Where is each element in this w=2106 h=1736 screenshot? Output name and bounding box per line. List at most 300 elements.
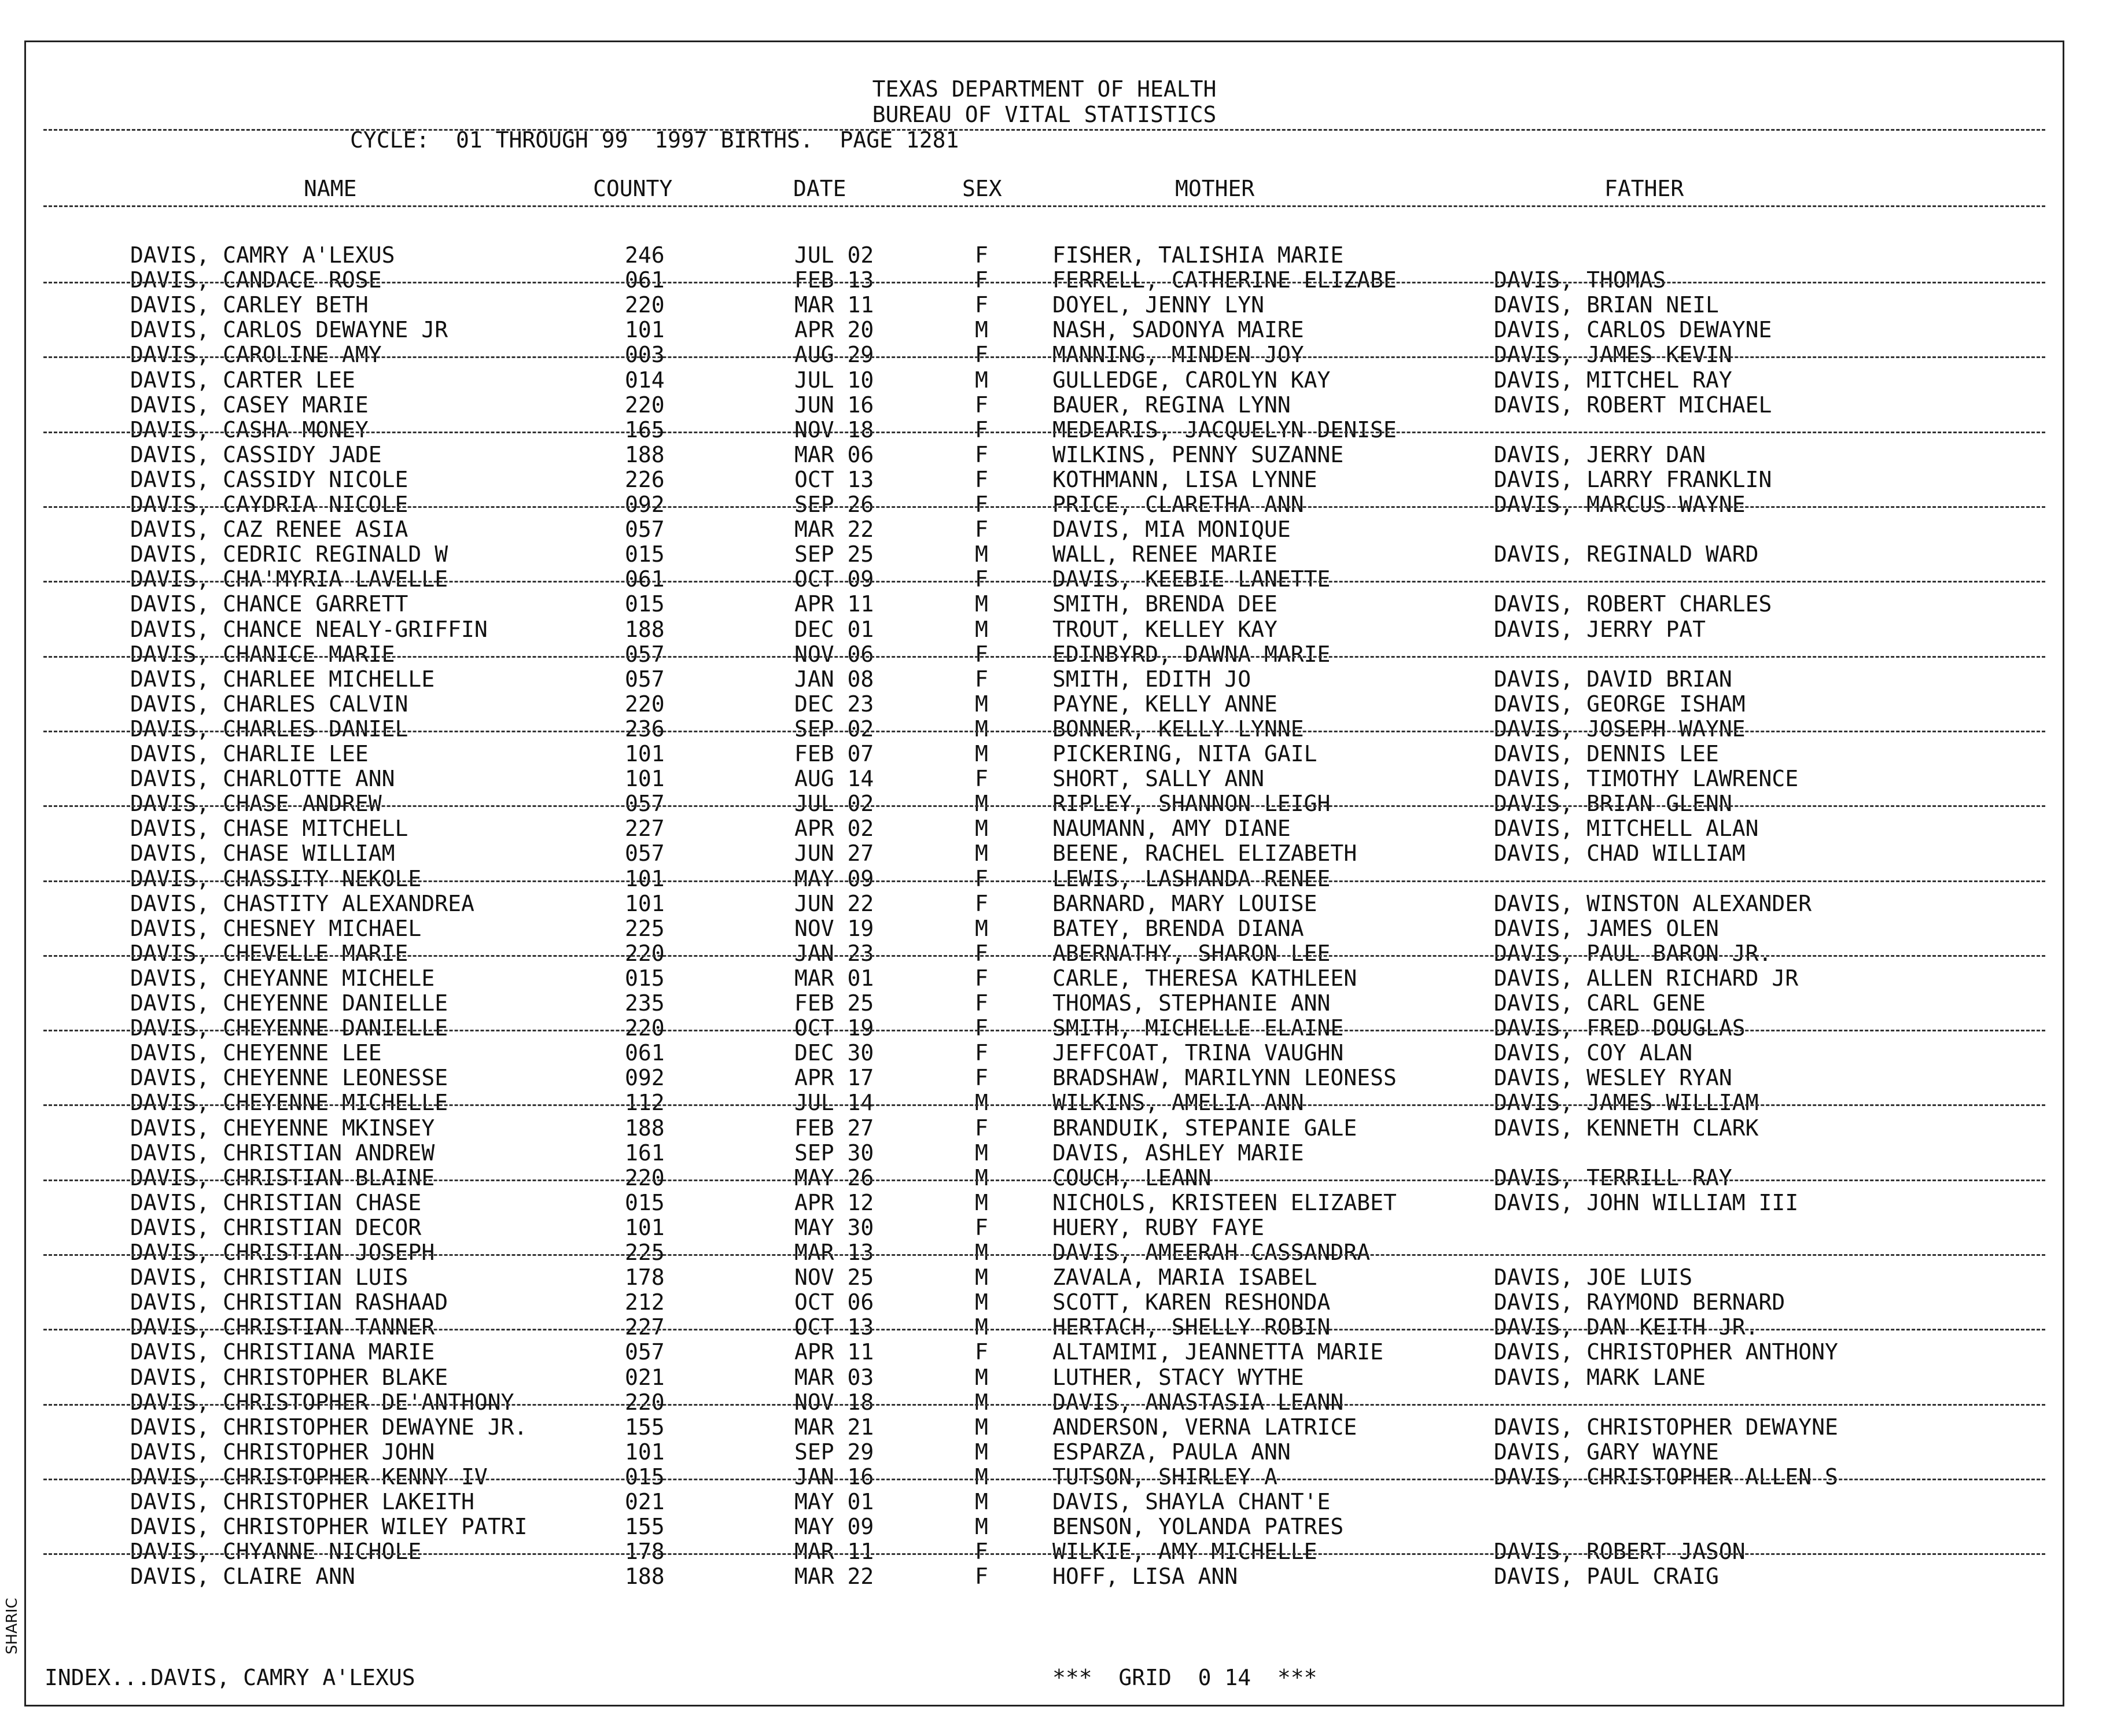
- cell-date: APR 12: [794, 1189, 874, 1215]
- cell-date: MAR 11: [794, 1539, 874, 1565]
- cell-father: DAVIS, DENNIS LEE: [1494, 741, 1719, 766]
- record-row: [26, 1016, 2063, 1040]
- cell-name: DAVIS, CHRISTOPHER WILEY PATRI: [130, 1514, 528, 1540]
- cell-father: DAVIS, DAVID BRIAN: [1494, 666, 1732, 692]
- cell-sex: F: [975, 666, 988, 692]
- cell-name: DAVIS, CHEYANNE MICHELE: [130, 965, 435, 991]
- cell-sex: M: [975, 1240, 988, 1265]
- cell-father: DAVIS, DAN KEITH JR.: [1494, 1314, 1759, 1340]
- column-header-father: FATHER: [1604, 176, 1684, 201]
- record-row: [26, 1539, 2063, 1564]
- cell-county: 092: [625, 1065, 665, 1091]
- cell-name: DAVIS, CASSIDY NICOLE: [130, 466, 408, 492]
- cell-date: MAY 30: [794, 1214, 874, 1240]
- cell-county: 178: [625, 1539, 665, 1565]
- cell-father: DAVIS, JAMES KEVIN: [1494, 342, 1732, 368]
- record-row: [26, 1240, 2063, 1265]
- row-divider: [43, 1479, 2045, 1480]
- cell-mother: HUERY, RUBY FAYE: [1052, 1214, 1265, 1240]
- cell-county: 188: [625, 1115, 665, 1141]
- cell-county: 236: [625, 716, 665, 742]
- cell-name: DAVIS, CHRISTIAN LUIS: [130, 1265, 408, 1291]
- cell-date: JAN 23: [794, 940, 874, 966]
- cell-mother: ABERNATHY, SHARON LEE: [1052, 940, 1331, 966]
- grid-label: *** GRID 0 14 ***: [1052, 1665, 1317, 1690]
- cell-date: APR 11: [794, 591, 874, 617]
- cell-sex: M: [975, 741, 988, 766]
- cell-father: DAVIS, TERRILL RAY: [1494, 1164, 1732, 1190]
- record-row: [26, 318, 2063, 342]
- cell-father: DAVIS, CARLOS DEWAYNE: [1494, 317, 1772, 343]
- cell-date: AUG 29: [794, 342, 874, 368]
- cell-mother: LEWIS, LASHANDA RENEE: [1052, 865, 1331, 891]
- cell-date: NOV 18: [794, 1389, 874, 1415]
- cell-father: DAVIS, JERRY DAN: [1494, 441, 1706, 467]
- cell-name: DAVIS, CHANCE NEALY-GRIFFIN: [130, 616, 488, 642]
- cell-date: JAN 16: [794, 1464, 874, 1490]
- cell-sex: F: [975, 566, 988, 592]
- record-row: [26, 916, 2063, 941]
- cell-father: DAVIS, CHRISTOPHER ANTHONY: [1494, 1339, 1838, 1365]
- cell-sex: M: [975, 1314, 988, 1340]
- record-row: [26, 443, 2063, 467]
- record-row: [26, 1514, 2063, 1539]
- cell-date: FEB 25: [794, 990, 874, 1016]
- cell-date: JUN 16: [794, 392, 874, 418]
- record-row: [26, 1166, 2063, 1190]
- cell-county: 101: [625, 741, 665, 766]
- cell-county: 061: [625, 267, 665, 293]
- cell-date: MAY 26: [794, 1164, 874, 1190]
- cell-mother: SMITH, EDITH JO: [1052, 666, 1251, 692]
- cell-father: DAVIS, ROBERT JASON: [1494, 1539, 1746, 1565]
- cell-county: 101: [625, 865, 665, 891]
- cell-father: DAVIS, JOSEPH WAYNE: [1494, 716, 1746, 742]
- cell-name: DAVIS, CHRISTIAN TANNER: [130, 1314, 435, 1340]
- record-row: [26, 243, 2063, 267]
- cell-father: DAVIS, MITCHELL ALAN: [1494, 816, 1759, 842]
- cell-sex: M: [975, 1489, 988, 1514]
- cell-date: DEC 01: [794, 616, 874, 642]
- cell-name: DAVIS, CHRISTIANA MARIE: [130, 1339, 435, 1365]
- cell-father: DAVIS, ROBERT MICHAEL: [1494, 392, 1772, 418]
- cell-mother: ANDERSON, VERNA LATRICE: [1052, 1414, 1357, 1440]
- cell-sex: F: [975, 342, 988, 368]
- cell-sex: F: [975, 267, 988, 293]
- row-divider: [43, 1180, 2045, 1181]
- cell-name: DAVIS, CHRISTIAN JOSEPH: [130, 1240, 435, 1265]
- cell-date: SEP 02: [794, 716, 874, 742]
- cell-county: 101: [625, 1214, 665, 1240]
- record-row: [26, 368, 2063, 392]
- records-list: [26, 42, 2063, 1705]
- cell-name: DAVIS, CAYDRIA NICOLE: [130, 492, 408, 517]
- cell-name: DAVIS, CARTER LEE: [130, 367, 355, 393]
- record-row: [26, 1116, 2063, 1140]
- cell-name: DAVIS, CAMRY A'LEXUS: [130, 242, 395, 268]
- cell-name: DAVIS, CLAIRE ANN: [130, 1564, 355, 1590]
- cell-date: NOV 18: [794, 417, 874, 443]
- cell-name: DAVIS, CHASTITY ALEXANDREA: [130, 890, 474, 916]
- cell-mother: KOTHMANN, LISA LYNNE: [1052, 466, 1317, 492]
- cell-father: DAVIS, WESLEY RYAN: [1494, 1065, 1732, 1091]
- cell-date: OCT 06: [794, 1289, 874, 1315]
- cell-sex: F: [975, 392, 988, 418]
- cell-sex: F: [975, 466, 988, 492]
- cell-father: DAVIS, JOHN WILLIAM III: [1494, 1189, 1799, 1215]
- cell-sex: F: [975, 417, 988, 443]
- cell-mother: NAUMANN, AMY DIANE: [1052, 816, 1291, 842]
- cell-father: DAVIS, LARRY FRANKLIN: [1494, 466, 1772, 492]
- cell-mother: FISHER, TALISHIA MARIE: [1052, 242, 1344, 268]
- cell-mother: GULLEDGE, CAROLYN KAY: [1052, 367, 1331, 393]
- column-header-mother: MOTHER: [1175, 176, 1255, 201]
- cell-mother: ZAVALA, MARIA ISABEL: [1052, 1265, 1317, 1291]
- row-divider: [43, 432, 2045, 433]
- cell-sex: F: [975, 1065, 988, 1091]
- cell-county: 015: [625, 1464, 665, 1490]
- cell-date: MAR 01: [794, 965, 874, 991]
- cell-name: DAVIS, CHEYENNE DANIELLE: [130, 990, 448, 1016]
- cell-date: JUL 02: [794, 791, 874, 817]
- cell-county: 212: [625, 1289, 665, 1315]
- row-divider: [43, 356, 2045, 358]
- cell-sex: M: [975, 1090, 988, 1116]
- record-row: [26, 667, 2063, 691]
- record-row: [26, 1415, 2063, 1439]
- agency-title: TEXAS DEPARTMENT OF HEALTH: [872, 76, 1217, 102]
- cell-sex: F: [975, 1539, 988, 1565]
- cell-father: DAVIS, CARL GENE: [1494, 990, 1706, 1016]
- cell-county: 101: [625, 890, 665, 916]
- cell-father: DAVIS, WINSTON ALEXANDER: [1494, 890, 1812, 916]
- record-row: [26, 567, 2063, 591]
- cell-date: MAY 01: [794, 1489, 874, 1514]
- cell-name: DAVIS, CASSIDY JADE: [130, 441, 382, 467]
- cell-name: DAVIS, CASHA MONEY: [130, 417, 369, 443]
- cell-mother: NICHOLS, KRISTEEN ELIZABET: [1052, 1189, 1397, 1215]
- cell-date: NOV 25: [794, 1265, 874, 1291]
- cell-name: DAVIS, CARLEY BETH: [130, 292, 369, 318]
- cell-mother: HERTACH, SHELLY ROBIN: [1052, 1314, 1331, 1340]
- cell-sex: M: [975, 1389, 988, 1415]
- cell-sex: F: [975, 890, 988, 916]
- cell-name: DAVIS, CHEVELLE MARIE: [130, 940, 408, 966]
- cell-mother: PRICE, CLARETHA ANN: [1052, 492, 1304, 517]
- cell-mother: MANNING, MINDEN JOY: [1052, 342, 1304, 368]
- column-header-name: NAME: [304, 176, 357, 201]
- cell-county: 015: [625, 965, 665, 991]
- record-row: [26, 692, 2063, 716]
- cell-name: DAVIS, CEDRIC REGINALD W: [130, 541, 448, 567]
- cell-father: DAVIS, JAMES OLEN: [1494, 915, 1719, 941]
- cell-father: DAVIS, REGINALD WARD: [1494, 541, 1759, 567]
- cell-mother: DAVIS, AMEERAH CASSANDRA: [1052, 1240, 1371, 1265]
- cell-name: DAVIS, CHARLOTTE ANN: [130, 766, 395, 792]
- record-row: [26, 418, 2063, 442]
- record-row: [26, 492, 2063, 517]
- cell-mother: BATEY, BRENDA DIANA: [1052, 915, 1304, 941]
- cell-sex: F: [975, 441, 988, 467]
- cell-father: DAVIS, CHAD WILLIAM: [1494, 841, 1746, 867]
- cell-sex: M: [975, 716, 988, 742]
- record-row: [26, 766, 2063, 791]
- cell-county: 015: [625, 1189, 665, 1215]
- cell-county: 014: [625, 367, 665, 393]
- cell-mother: SHORT, SALLY ANN: [1052, 766, 1265, 792]
- cell-sex: M: [975, 1439, 988, 1465]
- cell-mother: CARLE, THERESA KATHLEEN: [1052, 965, 1357, 991]
- cell-mother: EDINBYRD, DAWNA MARIE: [1052, 641, 1331, 667]
- cell-sex: F: [975, 1040, 988, 1066]
- cell-father: DAVIS, ROBERT CHARLES: [1494, 591, 1772, 617]
- cell-date: OCT 19: [794, 1015, 874, 1041]
- cell-county: 057: [625, 517, 665, 543]
- record-row: [26, 717, 2063, 741]
- cell-mother: MEDEARIS, JACQUELYN DENISE: [1052, 417, 1397, 443]
- record-row: [26, 393, 2063, 417]
- cell-mother: PAYNE, KELLY ANNE: [1052, 691, 1277, 717]
- cell-date: OCT 13: [794, 466, 874, 492]
- row-divider: [43, 581, 2045, 583]
- row-divider: [43, 731, 2045, 732]
- cell-county: 112: [625, 1090, 665, 1116]
- cell-name: DAVIS, CHANICE MARIE: [130, 641, 395, 667]
- record-row: [26, 791, 2063, 816]
- cell-date: APR 02: [794, 816, 874, 842]
- row-divider: [43, 1104, 2045, 1106]
- cell-county: 227: [625, 1314, 665, 1340]
- cell-sex: M: [975, 1140, 988, 1166]
- cell-name: DAVIS, CHRISTOPHER BLAKE: [130, 1364, 448, 1390]
- cell-name: DAVIS, CHEYENNE MICHELLE: [130, 1090, 448, 1116]
- record-row: [26, 1215, 2063, 1240]
- cell-sex: F: [975, 242, 988, 268]
- cell-name: DAVIS, CHARLES DANIEL: [130, 716, 408, 742]
- record-row: [26, 1564, 2063, 1588]
- cell-date: JUL 02: [794, 242, 874, 268]
- row-divider: [43, 1404, 2045, 1406]
- cell-county: 226: [625, 466, 665, 492]
- cell-date: APR 20: [794, 317, 874, 343]
- cell-mother: BONNER, KELLY LYNNE: [1052, 716, 1304, 742]
- cell-sex: M: [975, 1514, 988, 1540]
- cell-county: 057: [625, 641, 665, 667]
- cycle-line: CYCLE: 01 THROUGH 99 1997 BIRTHS. PAGE 1281: [350, 127, 959, 153]
- cell-father: DAVIS, COY ALAN: [1494, 1040, 1693, 1066]
- cell-name: DAVIS, CHRISTOPHER LAKEITH: [130, 1489, 474, 1514]
- record-row: [26, 991, 2063, 1015]
- cell-father: DAVIS, JOE LUIS: [1494, 1265, 1693, 1291]
- row-divider: [43, 1329, 2045, 1330]
- cell-sex: F: [975, 641, 988, 667]
- record-row: [26, 1190, 2063, 1215]
- cell-county: 188: [625, 616, 665, 642]
- cell-name: DAVIS, CHASE ANDREW: [130, 791, 382, 817]
- cell-sex: M: [975, 1189, 988, 1215]
- record-row: [26, 1440, 2063, 1464]
- cell-father: DAVIS, CHRISTOPHER ALLEN S: [1494, 1464, 1838, 1490]
- cell-father: DAVIS, THOMAS: [1494, 267, 1666, 293]
- cell-county: 057: [625, 1339, 665, 1365]
- cell-father: DAVIS, MITCHEL RAY: [1494, 367, 1732, 393]
- cell-county: 225: [625, 915, 665, 941]
- cell-father: DAVIS, MARCUS WAYNE: [1494, 492, 1746, 517]
- cell-mother: WILKINS, AMELIA ANN: [1052, 1090, 1304, 1116]
- cell-sex: F: [975, 1115, 988, 1141]
- cell-father: DAVIS, BRIAN GLENN: [1494, 791, 1732, 817]
- cell-mother: RIPLEY, SHANNON LEIGH: [1052, 791, 1331, 817]
- record-row: [26, 1141, 2063, 1165]
- cell-county: 220: [625, 1164, 665, 1190]
- column-header-sex: SEX: [962, 176, 1002, 201]
- cell-date: SEP 29: [794, 1439, 874, 1465]
- cell-name: DAVIS, CHASE WILLIAM: [130, 841, 395, 867]
- cell-sex: M: [975, 816, 988, 842]
- cell-county: 188: [625, 441, 665, 467]
- cell-date: NOV 19: [794, 915, 874, 941]
- cell-county: 246: [625, 242, 665, 268]
- cell-sex: F: [975, 1214, 988, 1240]
- record-row: [26, 342, 2063, 367]
- row-divider: [43, 506, 2045, 508]
- cell-name: DAVIS, CANDACE ROSE: [130, 267, 382, 293]
- record-row: [26, 1090, 2063, 1115]
- cell-mother: JEFFCOAT, TRINA VAUGHN: [1052, 1040, 1344, 1066]
- cell-father: DAVIS, GEORGE ISHAM: [1494, 691, 1746, 717]
- cell-county: 101: [625, 317, 665, 343]
- cell-name: DAVIS, CHARLIE LEE: [130, 741, 369, 766]
- cell-county: 235: [625, 990, 665, 1016]
- cell-county: 101: [625, 766, 665, 792]
- cell-name: DAVIS, CHEYENNE MKINSEY: [130, 1115, 435, 1141]
- row-divider: [43, 1254, 2045, 1256]
- cell-county: 061: [625, 566, 665, 592]
- record-row: [26, 293, 2063, 317]
- index-label: INDEX...DAVIS, CAMRY A'LEXUS: [45, 1665, 415, 1690]
- cell-county: 015: [625, 591, 665, 617]
- cell-name: DAVIS, CHYANNE NICHOLE: [130, 1539, 422, 1565]
- cell-sex: F: [975, 1564, 988, 1590]
- cell-mother: COUCH, LEANN: [1052, 1164, 1212, 1190]
- cell-sex: M: [975, 616, 988, 642]
- cell-sex: M: [975, 1464, 988, 1490]
- cell-name: DAVIS, CAZ RENEE ASIA: [130, 517, 408, 543]
- cell-county: 220: [625, 292, 665, 318]
- record-row: [26, 891, 2063, 916]
- cell-mother: DAVIS, SHAYLA CHANT'E: [1052, 1489, 1331, 1514]
- cell-date: APR 17: [794, 1065, 874, 1091]
- cell-mother: WILKINS, PENNY SUZANNE: [1052, 441, 1344, 467]
- record-row: [26, 742, 2063, 766]
- cell-county: 021: [625, 1489, 665, 1514]
- record-row: [26, 1340, 2063, 1364]
- cell-name: DAVIS, CHRISTOPHER DEWAYNE JR.: [130, 1414, 528, 1440]
- cell-name: DAVIS, CHRISTOPHER KENNY IV: [130, 1464, 488, 1490]
- document-frame: [24, 40, 2064, 1706]
- cell-mother: BENSON, YOLANDA PATRES: [1052, 1514, 1344, 1540]
- cell-date: JUL 10: [794, 367, 874, 393]
- record-row: [26, 542, 2063, 566]
- cell-date: SEP 26: [794, 492, 874, 517]
- record-row: [26, 1490, 2063, 1514]
- cell-county: 165: [625, 417, 665, 443]
- cell-date: OCT 09: [794, 566, 874, 592]
- cell-father: DAVIS, PAUL BARON JR.: [1494, 940, 1772, 966]
- cell-father: DAVIS, RAYMOND BERNARD: [1494, 1289, 1785, 1315]
- cell-sex: M: [975, 1164, 988, 1190]
- record-row: [26, 1365, 2063, 1389]
- cell-name: DAVIS, CAROLINE AMY: [130, 342, 382, 368]
- cell-sex: F: [975, 990, 988, 1016]
- record-row: [26, 617, 2063, 642]
- cell-sex: M: [975, 1364, 988, 1390]
- cell-name: DAVIS, CHANCE GARRETT: [130, 591, 408, 617]
- cell-sex: M: [975, 591, 988, 617]
- cell-sex: M: [975, 791, 988, 817]
- cell-mother: BRADSHAW, MARILYNN LEONESS: [1052, 1065, 1397, 1091]
- cell-mother: BEENE, RACHEL ELIZABETH: [1052, 841, 1357, 867]
- record-row: [26, 841, 2063, 865]
- cell-mother: BRANDUIK, STEPANIE GALE: [1052, 1115, 1357, 1141]
- cell-sex: F: [975, 517, 988, 543]
- record-row: [26, 1465, 2063, 1489]
- row-divider: [43, 805, 2045, 807]
- cell-mother: DOYEL, JENNY LYN: [1052, 292, 1265, 318]
- cell-date: OCT 13: [794, 1314, 874, 1340]
- cell-county: 188: [625, 1564, 665, 1590]
- cell-mother: NASH, SADONYA MAIRE: [1052, 317, 1304, 343]
- cell-date: JUN 27: [794, 841, 874, 867]
- record-row: [26, 517, 2063, 541]
- cell-sex: F: [975, 1015, 988, 1041]
- cell-date: AUG 14: [794, 766, 874, 792]
- cell-mother: SCOTT, KAREN RESHONDA: [1052, 1289, 1331, 1315]
- cell-mother: WILKIE, AMY MICHELLE: [1052, 1539, 1317, 1565]
- cell-mother: THOMAS, STEPHANIE ANN: [1052, 990, 1331, 1016]
- cell-sex: F: [975, 292, 988, 318]
- cell-date: SEP 30: [794, 1140, 874, 1166]
- cell-county: 101: [625, 1439, 665, 1465]
- bureau-title: BUREAU OF VITAL STATISTICS: [872, 102, 1217, 127]
- record-row: [26, 1315, 2063, 1339]
- cell-sex: M: [975, 367, 988, 393]
- cell-father: DAVIS, JAMES WILLIAM: [1494, 1090, 1759, 1116]
- cell-mother: ESPARZA, PAULA ANN: [1052, 1439, 1291, 1465]
- cell-date: FEB 13: [794, 267, 874, 293]
- cell-date: MAR 22: [794, 517, 874, 543]
- cell-name: DAVIS, CASEY MARIE: [130, 392, 369, 418]
- record-row: [26, 1265, 2063, 1289]
- cell-date: MAY 09: [794, 865, 874, 891]
- cell-date: SEP 25: [794, 541, 874, 567]
- cell-county: 178: [625, 1265, 665, 1291]
- cell-date: MAR 06: [794, 441, 874, 467]
- cell-county: 021: [625, 1364, 665, 1390]
- cell-sex: F: [975, 965, 988, 991]
- cell-name: DAVIS, CHEYENNE DANIELLE: [130, 1015, 448, 1041]
- row-divider: [43, 282, 2045, 283]
- cell-county: 155: [625, 1514, 665, 1540]
- cell-name: DAVIS, CHRISTOPHER JOHN: [130, 1439, 435, 1465]
- cell-father: DAVIS, TIMOTHY LAWRENCE: [1494, 766, 1799, 792]
- row-divider: [43, 955, 2045, 957]
- cell-date: MAR 13: [794, 1240, 874, 1265]
- cell-name: DAVIS, CHEYENNE LEONESSE: [130, 1065, 448, 1091]
- cell-date: JUN 22: [794, 890, 874, 916]
- cell-county: 061: [625, 1040, 665, 1066]
- cell-county: 220: [625, 1015, 665, 1041]
